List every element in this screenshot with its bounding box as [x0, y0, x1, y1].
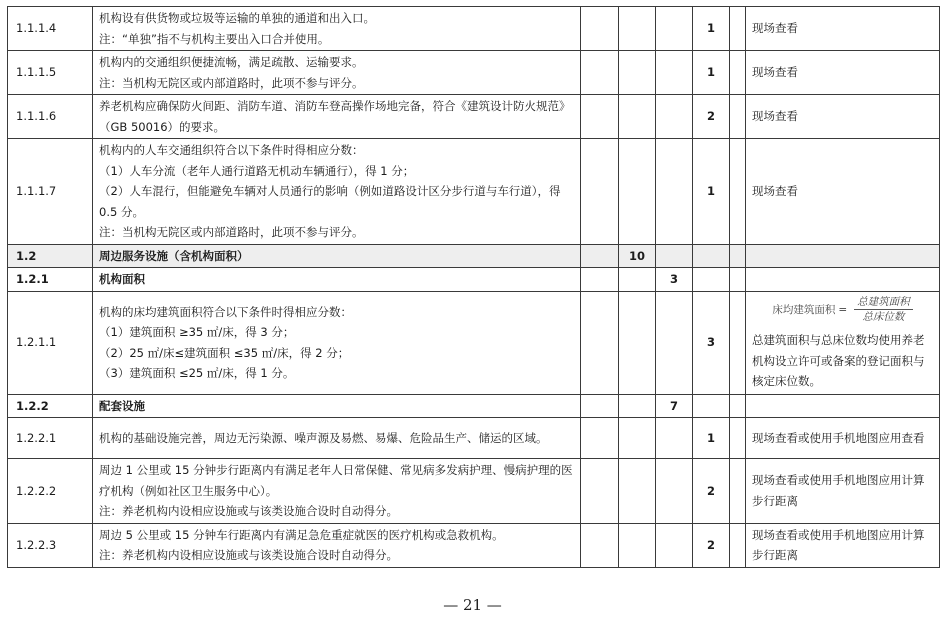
subsection-code: 1.2.1	[8, 268, 93, 292]
subsection-title: 配套设施	[93, 394, 581, 418]
item-code: 1.2.2.2	[8, 459, 93, 524]
item-description: 机构的床均建筑面积符合以下条件时得相应分数： （1）建筑面积 ≥35 ㎡/床，得 3 分； （2）25 ㎡/床≤建筑面积 ≤35 ㎡/床，得 2 分； （3）建筑面积 ≤25 ㎡/床，得 1 分。	[93, 291, 581, 394]
item-description: 机构内的交通组织便捷流畅，满足疏散、运输要求。 注：当机构无院区或内部道路时，此项不参与评分。	[93, 51, 581, 95]
evaluation-method: 现场查看	[746, 139, 940, 245]
evaluation-method: 现场查看或使用手机地图应用计算步行距离	[746, 459, 940, 524]
evaluation-method: 现场查看或使用手机地图应用计算步行距离	[746, 523, 940, 567]
subsection-title: 机构面积	[93, 268, 581, 292]
section-code: 1.2	[8, 244, 93, 268]
subsection-row	[8, 268, 940, 292]
item-score: 1	[693, 139, 730, 245]
table-row	[8, 139, 940, 245]
item-score: 1	[693, 418, 730, 459]
subsection-score: 7	[656, 394, 693, 418]
evaluation-method: 现场查看	[746, 7, 940, 51]
item-description: 养老机构应确保防火间距、消防车道、消防车登高操作场地完备，符合《建筑设计防火规范》（GB 50016）的要求。	[93, 95, 581, 139]
evaluation-table	[7, 6, 940, 568]
item-code: 1.2.2.3	[8, 523, 93, 567]
item-code: 1.2.2.1	[8, 418, 93, 459]
subsection-score: 3	[656, 268, 693, 292]
item-code: 1.1.1.5	[8, 51, 93, 95]
item-description: 机构设有供货物或垃圾等运输的单独的通道和出入口。 注：“单独”指不与机构主要出入口合并使用。	[93, 7, 581, 51]
item-score: 3	[693, 291, 730, 394]
item-description: 机构内的人车交通组织符合以下条件时得相应分数： （1）人车分流（老年人通行道路无机动车辆通行），得 1 分； （2）人车混行，但能避免车辆对人员通行的影响（例如道路设计区分步行道与车行道），得 0.5 分。 注：当机构无院区或内部道路时，此项不参与评分。	[93, 139, 581, 245]
item-score: 2	[693, 523, 730, 567]
item-code: 1.2.1.1	[8, 291, 93, 394]
table-row	[8, 459, 940, 524]
section-title: 周边服务设施（含机构面积）	[93, 244, 581, 268]
evaluation-method: 现场查看	[746, 95, 940, 139]
section-score: 10	[619, 244, 656, 268]
subsection-code: 1.2.2	[8, 394, 93, 418]
table-row	[8, 418, 940, 459]
table-row	[8, 291, 940, 394]
item-code: 1.1.1.6	[8, 95, 93, 139]
item-description: 机构的基础设施完善，周边无污染源、噪声源及易燃、易爆、危险品生产、储运的区域。	[93, 418, 581, 459]
table-row	[8, 523, 940, 567]
evaluation-method: 床均建筑面积 = $\frac{\text{总建筑面积}}{\text{总床位数}}$ 总建筑面积与总床位数均使用养老机构设立许可或备案的登记面积与核定床位数。	[746, 291, 940, 394]
item-score: 2	[693, 459, 730, 524]
item-description: 周边 1 公里或 15 分钟步行距离内有满足老年人日常保健、常见病多发病护理、慢病护理的医疗机构（例如社区卫生服务中心）。 注：养老机构内设相应设施或与该类设施合设时自动得分。	[93, 459, 581, 524]
evaluation-method: 现场查看或使用手机地图应用查看	[746, 418, 940, 459]
evaluation-method: 现场查看	[746, 51, 940, 95]
item-code: 1.1.1.7	[8, 139, 93, 245]
subsection-row	[8, 394, 940, 418]
area-formula: 床均建筑面积 = $\frac{\text{总建筑面积}}{\text{总床位数}}$	[752, 295, 933, 324]
item-score: 1	[693, 51, 730, 95]
table-row	[8, 51, 940, 95]
item-score: 1	[693, 7, 730, 51]
section-row	[8, 244, 940, 268]
item-code: 1.1.1.4	[8, 7, 93, 51]
page-number: — 21 —	[443, 596, 502, 614]
table-row	[8, 7, 940, 51]
table-row	[8, 95, 940, 139]
item-score: 2	[693, 95, 730, 139]
item-description: 周边 5 公里或 15 分钟车行距离内有满足急危重症就医的医疗机构或急救机构。 注：养老机构内设相应设施或与该类设施合设时自动得分。	[93, 523, 581, 567]
